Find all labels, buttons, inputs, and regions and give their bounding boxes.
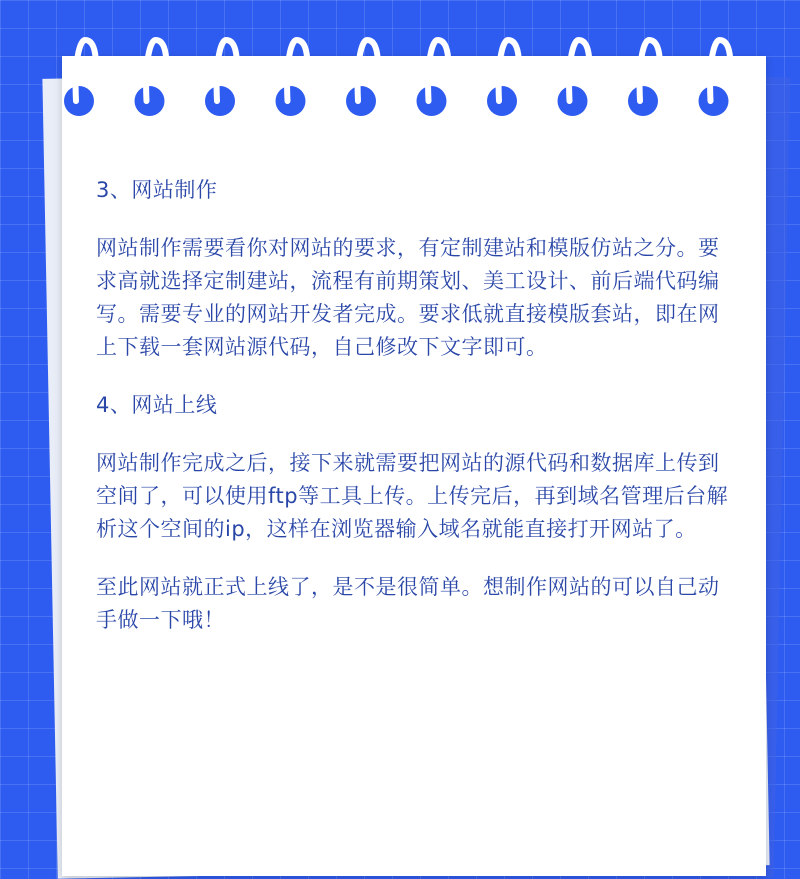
section-heading-website-launch: 4、网站上线 bbox=[96, 393, 218, 417]
paragraph-conclusion: 至此网站就正式上线了，是不是很简单。想制作网站的可以自己动手做一下哦！ bbox=[96, 575, 720, 632]
note-content bbox=[96, 174, 736, 662]
section-heading-website-making: 3、网站制作 bbox=[96, 178, 218, 202]
paragraph-website-making: 网站制作需要看你对网站的要求，有定制建站和模版仿站之分。要求高就选择定制建站，流程有前期策划、美工设计、前后端代码编写。需要专业的网站开发者完成。要求低就直接模版套站，即在网上下载一套网站源代码，自己修改下文字即可。 bbox=[96, 236, 720, 359]
paragraph-website-launch: 网站制作完成之后，接下来就需要把网站的源代码和数据库上传到空间了，可以使用ftp等工具上传。上传完后，再到域名管理后台解析这个空间的ip，这样在浏览器输入域名就能直接打开网站了。 bbox=[96, 451, 729, 541]
